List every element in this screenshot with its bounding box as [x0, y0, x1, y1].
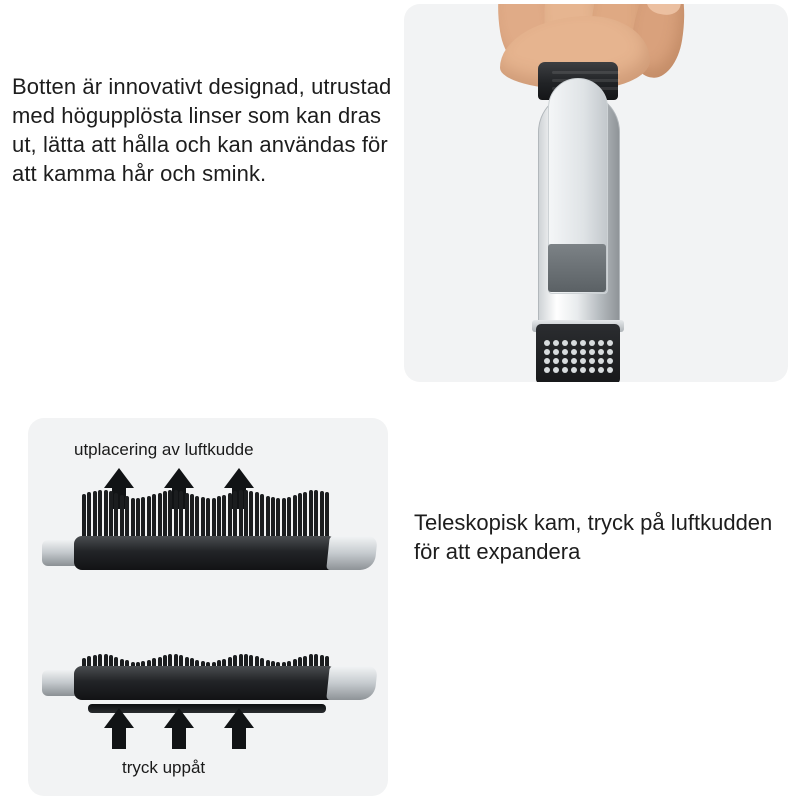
arrow-shaft: [112, 727, 126, 749]
telescopic-comb-device: [530, 62, 626, 382]
comb-tooth: [152, 494, 156, 542]
bristle-dot: [544, 340, 550, 346]
bristle-dot: [580, 340, 586, 346]
comb-window: [548, 244, 606, 292]
bristle-dot: [589, 340, 595, 346]
comb-tooth: [298, 493, 302, 542]
comb-tooth: [325, 492, 329, 542]
comb-tooth: [303, 492, 307, 542]
comb-end-cap-right: [326, 536, 378, 570]
bristle-dot: [580, 367, 586, 373]
bottom-product-photo: [28, 418, 388, 796]
comb-tooth: [109, 491, 113, 542]
comb-tooth: [260, 494, 264, 542]
comb-tooth: [174, 490, 178, 542]
comb-tooth: [314, 490, 318, 542]
bristle-dot: [580, 358, 586, 364]
arrow-up-icon: [104, 708, 134, 756]
comb-collapsed: [42, 666, 372, 712]
comb-teeth-extended: [82, 486, 332, 542]
bristle-dot: [544, 349, 550, 355]
comb-tooth: [179, 491, 183, 542]
annotation-air-cushion-label: utplacering av luftkudde: [74, 440, 254, 459]
comb-barrel: [74, 666, 336, 700]
bristle-dot: [598, 349, 604, 355]
bristle-dot: [553, 340, 559, 346]
bristle-dot: [580, 349, 586, 355]
arrow-up-icon: [224, 708, 254, 756]
top-description-text: Botten är innovativt designad, utrustad med högupplösta linser som kan dras ut, lätta att hålla och kan användas för att kamma hår och smink.: [12, 74, 392, 187]
comb-tooth: [190, 494, 194, 542]
bristle-dot: [589, 367, 595, 373]
arrow-shaft: [172, 727, 186, 749]
fingernail: [645, 4, 683, 17]
bristle-dot: [571, 340, 577, 346]
grip-ridge: [552, 71, 620, 74]
bristle-dot: [589, 358, 595, 364]
bristle-dot: [544, 358, 550, 364]
arrow-head: [104, 468, 134, 488]
comb-tooth: [293, 495, 297, 542]
bristle-dot: [562, 358, 568, 364]
comb-barrel: [74, 536, 336, 570]
comb-tooth: [249, 491, 253, 542]
comb-tooth: [163, 491, 167, 542]
arrow-head: [224, 468, 254, 488]
bristle-dot: [544, 367, 550, 373]
comb-tooth: [168, 490, 172, 542]
arrow-head: [104, 708, 134, 728]
comb-head-bristles: [544, 340, 614, 376]
bristle-dot: [562, 367, 568, 373]
bristle-dot: [598, 367, 604, 373]
bristle-dot: [562, 349, 568, 355]
annotation-press-up-label: tryck uppåt: [122, 758, 206, 777]
bottom-description-text: Teleskopisk kam, tryck på luftkudden för att expandera: [414, 510, 773, 565]
bristle-dot: [553, 358, 559, 364]
comb-tooth: [255, 492, 259, 542]
comb-tooth: [233, 491, 237, 542]
comb-expanded: [42, 536, 372, 582]
bristle-dot: [607, 340, 613, 346]
bristle-dot: [553, 349, 559, 355]
comb-tooth: [82, 494, 86, 542]
arrow-head: [224, 708, 254, 728]
bristle-dot: [571, 367, 577, 373]
arrow-up-icon: [164, 708, 194, 756]
comb-tooth: [104, 490, 108, 542]
comb-tooth: [114, 493, 118, 542]
comb-tooth: [93, 491, 97, 542]
comb-tooth: [244, 490, 248, 542]
arrow-head: [164, 468, 194, 488]
arrow-head: [164, 708, 194, 728]
comb-tooth: [239, 490, 243, 542]
bristle-dot: [553, 367, 559, 373]
comb-tooth: [228, 493, 232, 542]
comb-tooth: [98, 490, 102, 542]
bristle-dot: [598, 358, 604, 364]
bristle-dot: [571, 358, 577, 364]
bristle-dot: [607, 358, 613, 364]
comb-tooth: [185, 493, 189, 542]
comb-tooth: [309, 490, 313, 542]
comb-tooth: [158, 493, 162, 542]
top-product-photo: [404, 4, 788, 382]
bristle-dot: [589, 349, 595, 355]
bristle-dot: [607, 349, 613, 355]
bristle-dot: [607, 367, 613, 373]
comb-tooth: [222, 495, 226, 542]
comb-tooth: [320, 491, 324, 542]
comb-end-cap-right: [326, 666, 378, 700]
bristle-dot: [598, 340, 604, 346]
arrow-shaft: [232, 727, 246, 749]
comb-tooth: [87, 492, 91, 542]
bristle-dot: [562, 340, 568, 346]
comb-tooth: [120, 495, 124, 542]
bristle-dot: [571, 349, 577, 355]
